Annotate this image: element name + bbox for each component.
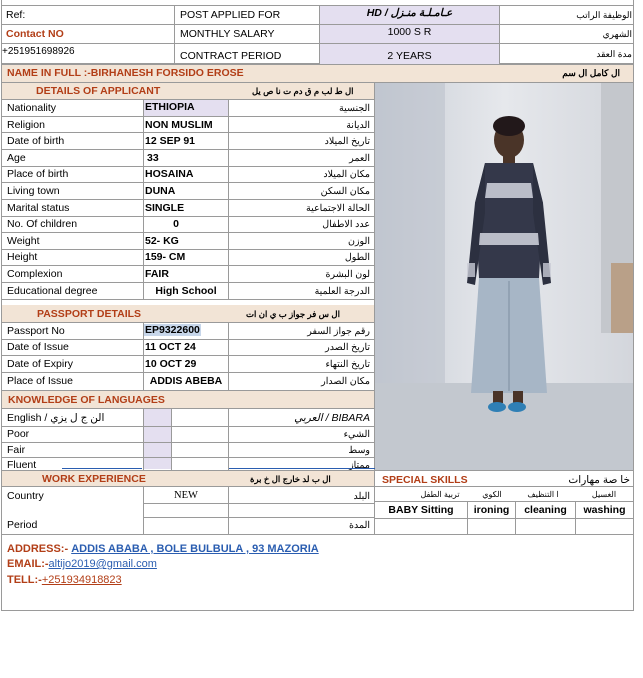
- post-applied-label: POST APPLIED FOR: [180, 9, 281, 21]
- applicant-value: High School: [155, 285, 217, 297]
- address-value[interactable]: ADDIS ABABA , BOLE BULBULA , 93 MAZORIA: [71, 543, 319, 555]
- work-title-ar: ال ب لد خارج ال خ برة: [250, 474, 331, 484]
- address-line: [7, 542, 607, 557]
- arabic-label: BIBARA / العربي: [294, 412, 370, 424]
- applicant-value: 12 SEP 91: [145, 135, 196, 147]
- country-value: NEW: [174, 490, 198, 501]
- passport-label: Date of Issue: [7, 341, 69, 353]
- language-level: Poor: [7, 428, 30, 440]
- skill-ar: الكوي: [482, 490, 502, 499]
- english-label: English / الن ج ل يزي: [7, 412, 105, 424]
- skill-item: BABY Sitting: [388, 504, 454, 516]
- languages-title: KNOWLEDGE OF LANGUAGES: [8, 394, 165, 406]
- passport-label: Passport No: [7, 325, 65, 337]
- contact-label: Contact NO: [6, 28, 64, 40]
- language-level-ar: ممتاز: [349, 460, 370, 471]
- language-level-ar: الشيء: [343, 429, 370, 440]
- applicant-ar: العمر: [349, 153, 370, 164]
- passport-ar: تاريخ النتهاء: [325, 359, 370, 370]
- applicant-label: Marital status: [7, 202, 70, 214]
- skills-title-ar: خا صة مهارات: [568, 474, 630, 486]
- applicant-ar: عدد الاطفال: [322, 219, 370, 230]
- full-name-ar: ال كامل ال سم: [562, 68, 620, 78]
- contract-period-label: CONTRACT PERIOD: [180, 50, 282, 62]
- applicant-title: DETAILS OF APPLICANT: [36, 85, 161, 97]
- monthly-salary-label: MONTHLY SALARY: [180, 28, 275, 40]
- applicant-label: No. Of children: [7, 218, 78, 230]
- applicant-label: Complexion: [7, 268, 63, 280]
- applicant-value: FAIR: [145, 268, 169, 280]
- country-ar: البلد: [353, 491, 370, 502]
- applicant-value: NON MUSLIM: [145, 119, 213, 131]
- applicant-label: Age: [7, 152, 26, 164]
- passport-ar: رقم جواز السفر: [307, 326, 370, 337]
- salary-ar-label: الوظيفة الراتب: [576, 10, 632, 20]
- email-link[interactable]: altijo2019@gmail.com: [48, 558, 157, 570]
- applicant-photo: [375, 83, 633, 470]
- skill-ar: الغسيل: [591, 490, 617, 499]
- applicant-ar: الطول: [344, 252, 370, 263]
- skill-item: ironing: [473, 504, 510, 516]
- language-level: Fluent: [7, 459, 37, 471]
- passport-value: ADDIS ABEBA: [149, 375, 223, 387]
- tel-label: TELL:-: [7, 574, 42, 586]
- applicant-ar: الدرجة العلمية: [314, 286, 370, 297]
- work-title: WORK EXPERIENCE: [42, 473, 146, 485]
- applicant-ar: تاريخ الميلاد: [324, 136, 370, 147]
- phone-number: +251951698926: [2, 46, 75, 57]
- applicant-ar: مكان الميلاد: [323, 169, 370, 180]
- passport-title-ar: ال س فر جواز ب ي ان ات: [246, 309, 340, 319]
- address-label: ADDRESS:-: [7, 543, 69, 555]
- tel-line: [7, 573, 607, 588]
- applicant-label: Height: [7, 251, 38, 263]
- period-ar: المدة: [349, 520, 370, 531]
- applicant-label: Religion: [7, 119, 45, 131]
- passport-label: Place of Issue: [7, 375, 73, 387]
- applicant-ar: مكان السكن: [320, 186, 370, 197]
- applicant-label: Nationality: [7, 102, 57, 114]
- skills-title: SPECIAL SKILLS: [382, 474, 468, 486]
- monthly-ar-label: الشهري: [602, 29, 632, 39]
- skill-item: washing: [583, 504, 626, 516]
- applicant-value: 159- CM: [145, 251, 186, 263]
- applicant-ar: الوزن: [347, 236, 370, 247]
- passport-number: EP9322600: [145, 324, 200, 336]
- passport-value: 11 OCT 24: [145, 341, 196, 353]
- applicant-value: SINGLE: [145, 202, 185, 214]
- monthly-salary-value: 1000 S R: [320, 25, 499, 43]
- applicant-ar: الديانة: [346, 120, 370, 131]
- applicant-ar: الحالة الاجتماعية: [306, 203, 370, 214]
- ref-label: Ref:: [6, 9, 26, 21]
- applicant-label: Place of birth: [7, 168, 69, 180]
- applicant-label: Weight: [7, 235, 40, 247]
- post-applied-value: HD / عـامـلـة منـزل: [320, 6, 499, 24]
- passport-value: [144, 323, 228, 339]
- skill-item: cleaning: [524, 504, 567, 516]
- country-label: Country: [7, 490, 44, 502]
- passport-label: Date of Expiry: [7, 358, 73, 370]
- email-line: [7, 557, 607, 572]
- language-level-ar: وسط: [348, 445, 370, 456]
- skill-ar: ا التنظيف: [527, 490, 559, 499]
- applicant-title-ar: ال ط لب م ق دم ت نا ص يل: [252, 86, 354, 96]
- applicant-value: 0: [173, 218, 179, 230]
- person-photo-icon: [375, 83, 633, 470]
- applicant-value: HOSAINA: [145, 168, 194, 180]
- applicant-value: DUNA: [145, 185, 176, 197]
- email-label: EMAIL:-: [7, 558, 49, 570]
- passport-ar: مكان الصدار: [321, 376, 370, 387]
- passport-ar: تاريخ الصدر: [325, 342, 370, 353]
- tel-link[interactable]: +251934918823: [41, 574, 122, 586]
- full-name: NAME IN FULL :-BIRHANESH FORSIDO EROSE: [7, 67, 244, 79]
- passport-value: 10 OCT 29: [145, 358, 197, 370]
- period-label: Period: [7, 519, 38, 531]
- applicant-label: Living town: [7, 185, 60, 197]
- contract-period-value: 2 YEARS: [320, 44, 499, 64]
- applicant-ar: لون البشرة: [325, 269, 370, 280]
- applicant-ar: الجنسية: [339, 103, 370, 114]
- applicant-value: 52- KG: [145, 235, 179, 247]
- language-level: Fair: [7, 444, 26, 456]
- applicant-label: Date of birth: [7, 135, 65, 147]
- applicant-label: Educational degree: [7, 285, 98, 297]
- passport-title: PASSPORT DETAILS: [37, 308, 142, 320]
- applicant-value: 33: [147, 152, 159, 164]
- skill-ar: تربية الطفل: [420, 490, 460, 499]
- applicant-value: ETHIOPIA: [144, 100, 228, 116]
- contract-ar-label: مدة العقد: [596, 49, 632, 59]
